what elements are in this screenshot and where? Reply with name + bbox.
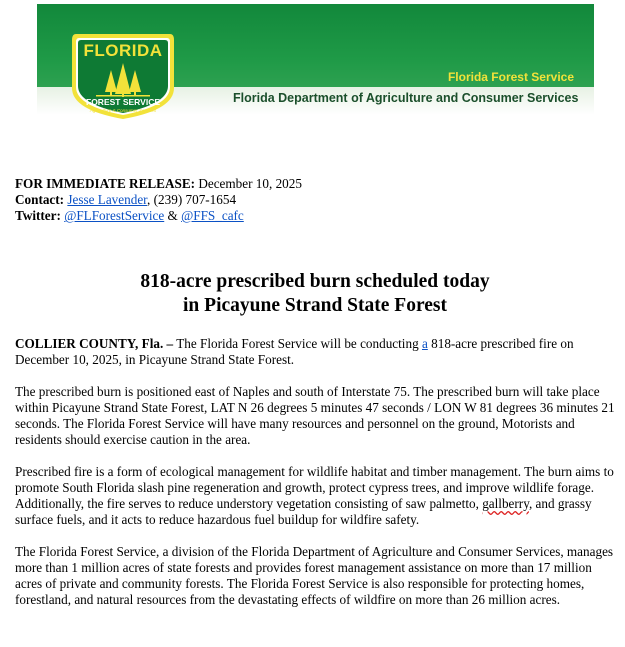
twitter-separator: & bbox=[164, 208, 182, 223]
release-header bbox=[15, 176, 615, 224]
headline-line-1: 818-acre prescribed burn scheduled today bbox=[140, 271, 490, 292]
twitter-line bbox=[15, 208, 615, 224]
dateline: COLLIER COUNTY, Fla. – bbox=[15, 336, 174, 351]
paragraph-3-text-b: , and grassy surface fuels, and it acts to reduce hazardous fuel buildup for wildfire safety. bbox=[15, 496, 592, 527]
agency-name: Florida Forest Service bbox=[447, 70, 574, 84]
badge-subtitle: FOREST SERVICE bbox=[86, 97, 160, 107]
contact-label: Contact: bbox=[15, 192, 65, 207]
paragraph-3 bbox=[15, 464, 615, 528]
paragraph-1 bbox=[15, 336, 615, 368]
paragraph-1-link[interactable]: a bbox=[421, 336, 428, 351]
paragraph-4: The Florida Forest Service, a division of the Florida Department of Agriculture and Consumer Services, manages more than 1 million acres of state forests and provides forest management assistance on more than 17 million acres of private and community forests. The Florida Forest Service is also responsible for protecting homes, forestland, and natural resources from the devastating effects of wildfire on more than 26 million acres. bbox=[15, 544, 614, 607]
release-label: FOR IMMEDIATE RELEASE: bbox=[15, 176, 196, 191]
spellcheck-flagged-word: gallberry bbox=[482, 496, 529, 511]
contact-name-link[interactable]: Jesse Lavender bbox=[67, 192, 148, 207]
paragraph-1-text-a: The Florida Forest Service will be conducting bbox=[173, 336, 422, 351]
twitter-link-cafc[interactable]: @FFS_cafc bbox=[181, 208, 244, 223]
twitter-link-ffs[interactable]: @FLForestService bbox=[64, 208, 165, 223]
release-date: December 10, 2025 bbox=[198, 176, 302, 191]
headline bbox=[15, 270, 615, 318]
paragraph-1-text-b: 818-acre prescribed fire on December 10, 2025, in Picayune Strand State Forest. bbox=[15, 336, 574, 367]
twitter-label: Twitter: bbox=[15, 208, 61, 223]
paragraph-3-text-a: Prescribed fire is a form of ecological management for wildlife habitat and timber management. The burn aims to promote South Florida slash pine regeneration and growth, protect cypress trees, and improve wildlife forage. Additionally, the fire serves to reduce understory vegetation consisting of saw palmetto, bbox=[15, 464, 614, 511]
department-name: Florida Department of Agriculture and Consumer Services bbox=[233, 91, 579, 105]
headline-line-2: in Picayune Strand State Forest bbox=[183, 295, 447, 316]
florida-forest-service-logo bbox=[70, 30, 176, 120]
contact-phone: , (239) 707-1654 bbox=[147, 192, 237, 207]
badge-tagline: Agriculture & Consumer Services bbox=[89, 108, 157, 113]
badge-title: FLORIDA bbox=[83, 41, 163, 60]
press-release bbox=[15, 176, 615, 624]
release-line bbox=[15, 176, 615, 192]
paragraph-2: The prescribed burn is positioned east of Naples and south of Interstate 75. The prescribed burn will take place within Picayune Strand State Forest, LAT N 26 degrees 5 minutes 47 seconds / LON W 81 degrees 36 minutes 21 seconds. The Florida Forest Service will have many resources and personnel on the ground, Motorists and residents should exercise caution in the area. bbox=[15, 384, 615, 447]
contact-line bbox=[15, 192, 615, 208]
